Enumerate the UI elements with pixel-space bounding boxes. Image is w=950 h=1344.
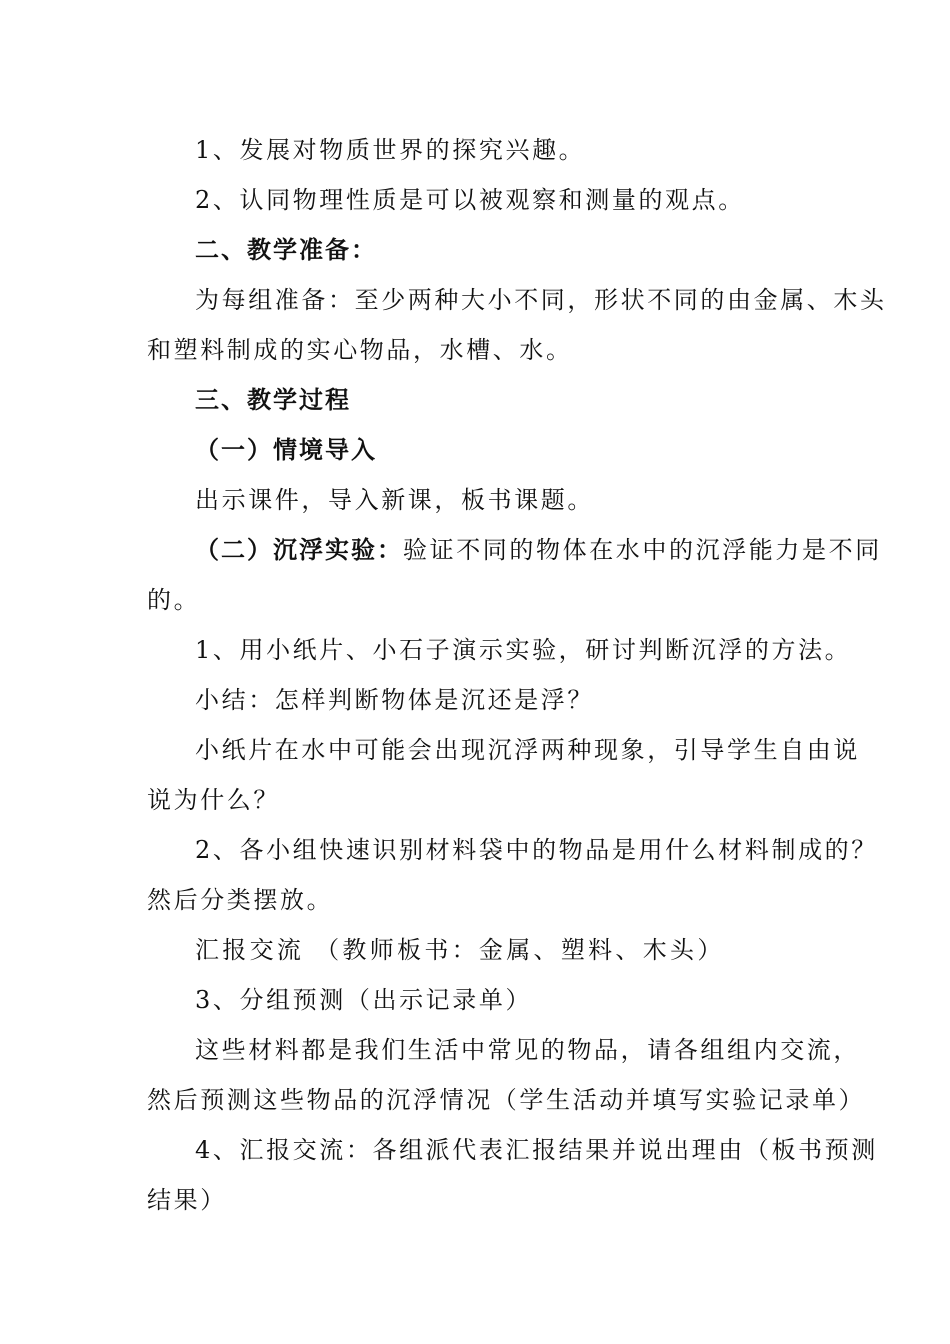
prediction-paragraph-line-1: 这些材料都是我们生活中常见的物品，请各组组内交流， (195, 1036, 860, 1064)
step-4-line-2: 结果） (147, 1186, 227, 1214)
subsection-heading-experiment: （二）沉浮实验： (195, 536, 403, 564)
section-heading-process: 三、教学过程 (195, 386, 351, 414)
step-3: 3、分组预测（出示记录单） (195, 986, 533, 1014)
goal-item-1: 1、发展对物质世界的探究兴趣。 (195, 136, 586, 164)
prediction-paragraph-line-2: 然后预测这些物品的沉浮情况（学生活动并填写实验记录单） (147, 1086, 866, 1114)
experiment-description: 验证不同的物体在水中的沉浮能力是不同 (403, 536, 882, 564)
report-exchange-line: 汇报交流 （教师板书：金属、塑料、木头） (195, 936, 725, 964)
step-2-line-1: 2、各小组快速识别材料袋中的物品是用什么材料制成的？ (195, 836, 878, 864)
experiment-paragraph-line-1 (195, 534, 895, 566)
paper-paragraph-line-2: 说为什么？ (147, 786, 280, 814)
paper-paragraph-line-1: 小纸片在水中可能会出现沉浮两种现象，引导学生自由说 (195, 736, 860, 764)
preparation-paragraph-line-2: 和塑料制成的实心物品，水槽、水。 (147, 336, 573, 364)
step-2-line-2: 然后分类摆放。 (147, 886, 334, 914)
subsection-heading-intro: （一）情境导入 (195, 436, 377, 464)
section-heading-preparation: 二、教学准备： (195, 236, 377, 264)
intro-paragraph: 出示课件，导入新课，板书课题。 (195, 486, 594, 514)
goal-item-2: 2、认同物理性质是可以被观察和测量的观点。 (195, 186, 745, 214)
experiment-paragraph-line-2: 的。 (147, 586, 201, 614)
step-4-line-1: 4、汇报交流：各组派代表汇报结果并说出理由（板书预测 (195, 1136, 878, 1164)
preparation-paragraph-line-1: 为每组准备：至少两种大小不同，形状不同的由金属、木头 (195, 286, 887, 314)
summary-question: 小结：怎样判断物体是沉还是浮？ (195, 686, 594, 714)
step-1: 1、用小纸片、小石子演示实验，研讨判断沉浮的方法。 (195, 636, 852, 664)
